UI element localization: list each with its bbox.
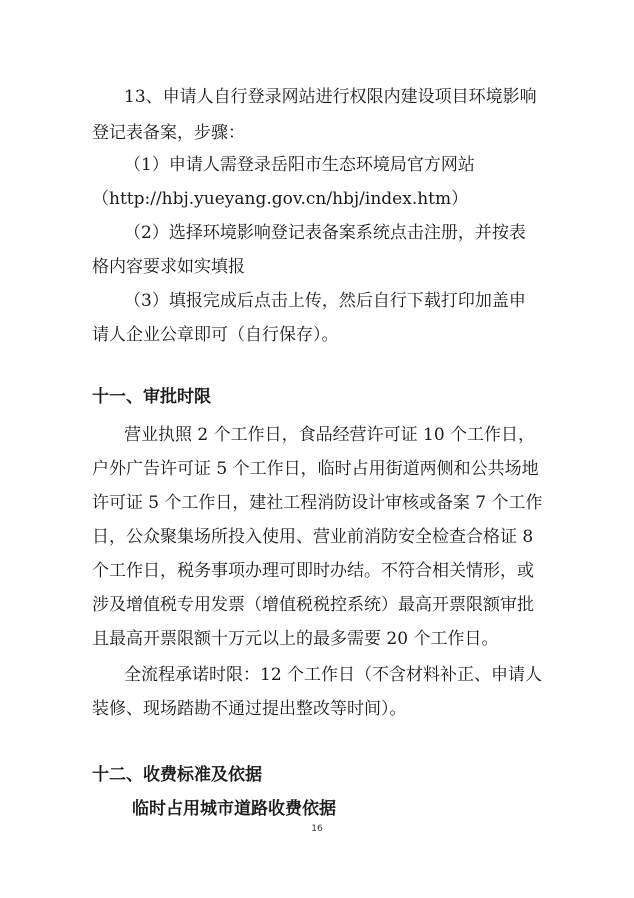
text-line: 营业执照 2 个工作日，食品经营许可证 10 个工作日，: [124, 425, 536, 445]
text-line: 日，公众聚集场所投入使用、营业前消防安全检查合格证 8: [92, 527, 534, 547]
text-line: 格内容要求如实填报: [92, 257, 245, 277]
text-line: 装修、现场踏勘不通过提出整改等时间）。: [92, 699, 407, 719]
text-line: 且最高开票限额十万元以上的最多需要 20 个工作日。: [92, 629, 499, 649]
text-line: （1）申请人需登录岳阳市生态环境局官方网站: [124, 155, 475, 175]
text-line: 全流程承诺时限：12 个工作日（不含材料补正、申请人: [124, 665, 543, 685]
text-line: 涉及增值税专用发票（增值税税控系统）最高开票限额审批: [92, 595, 534, 615]
text-line: （3）填报完成后点击上传，然后自行下载打印加盖申: [124, 291, 526, 311]
text-line: 登记表备案，步骤：: [92, 123, 245, 143]
subsection-heading: 临时占用城市道路收费依据: [132, 799, 336, 819]
page-number: 16: [311, 824, 323, 834]
url-line: （http://hbj.yueyang.gov.cn/hbj/index.htm）: [92, 189, 469, 209]
text-line: 许可证 5 个工作日，建社工程消防设计审核或备案 7 个工作: [92, 493, 543, 513]
text-line: 个工作日，税务事项办理可即时办结。不符合相关情形，或: [92, 561, 534, 581]
text-line: 请人企业公章即可（自行保存）。: [92, 325, 339, 345]
section-heading: 十二、收费标准及依据: [92, 765, 262, 785]
text-line: （2）选择环境影响登记表备案系统点击注册，并按表: [124, 223, 526, 243]
section-heading: 十一、审批时限: [92, 387, 211, 407]
text-line: 户外广告许可证 5 个工作日，临时占用街道两侧和公共场地: [92, 459, 539, 479]
text-line: 13、申请人自行登录网站进行权限内建设项目环境影响: [124, 87, 537, 107]
